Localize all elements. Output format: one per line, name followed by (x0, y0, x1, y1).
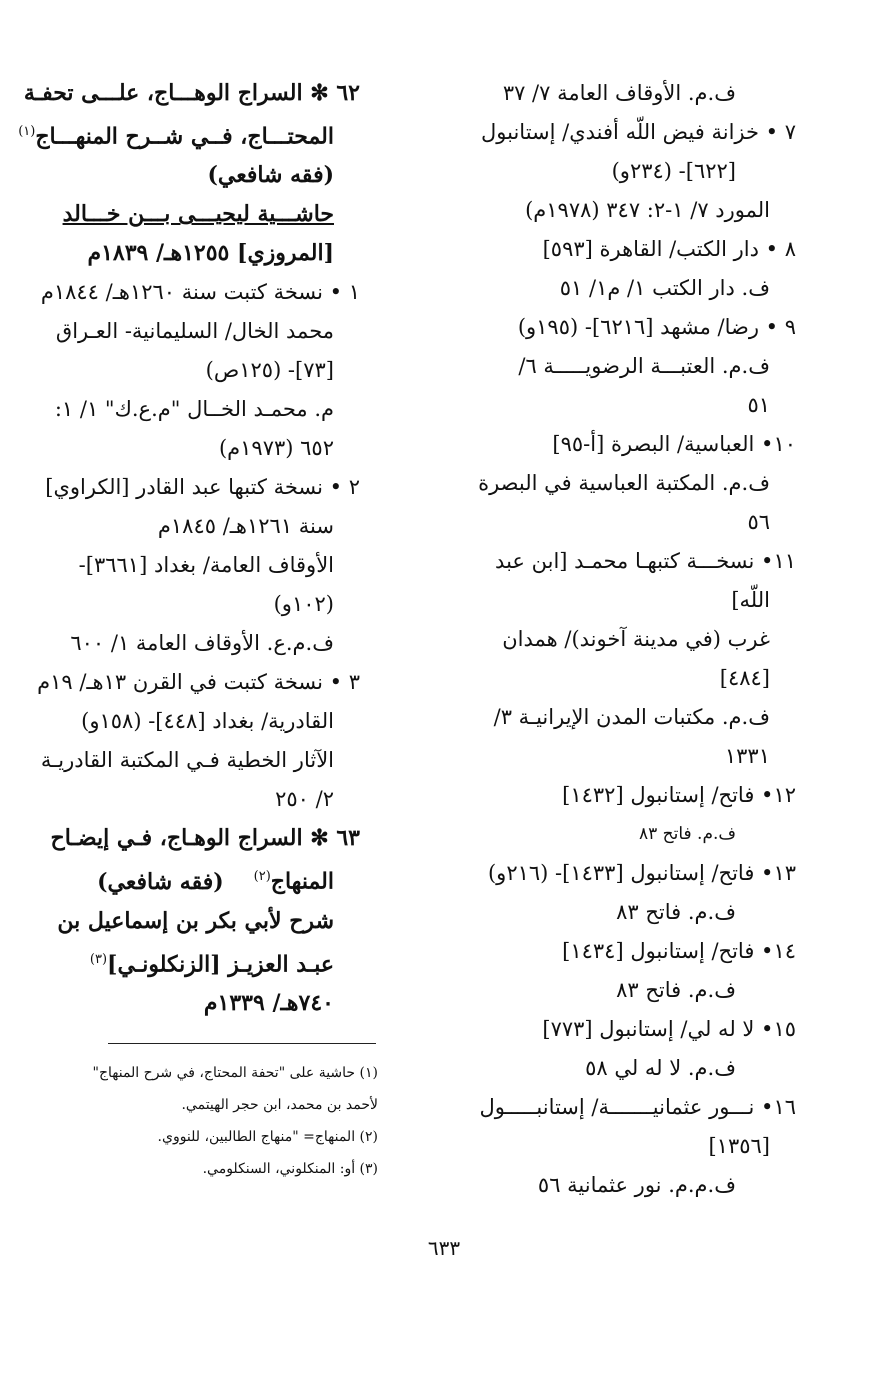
line-text: ف.م.ع. الأوقاف العامة ١/ ٦٠٠ (70, 631, 334, 656)
line-text: [المروزي] ١٢٥٥هـ/ ١٨٣٩م (87, 240, 334, 267)
line-text: [٦٢٢]- (٢٣٤و) (611, 159, 736, 183)
manuscript-line (460, 1131, 796, 1161)
entry-line (70, 628, 360, 658)
right-column (460, 78, 796, 1209)
manuscript-line (460, 1170, 796, 1200)
line-text: حاشـــية ليحيـــى بـــن خـــالد (62, 201, 334, 228)
line-text: ١٣• فاتح/ إستانبول [١٤٣٣]- (٢١٦و) (487, 861, 796, 885)
line-text: ٧٤٠هـ/ ١٣٣٩م (203, 989, 334, 1016)
entry-line (78, 706, 360, 736)
line-text: ١٢• فاتح/ إستانبول [١٤٣٢] (562, 783, 796, 807)
line-text: سنة ١٢٦١هـ/ ١٨٤٥م (157, 514, 334, 539)
line-text: ف.م. المكتبة العباسية في البصرة (478, 471, 770, 495)
entry-line (78, 355, 360, 385)
line-text: ١ • نسخة كتبت سنة ١٢٦٠هـ/ ١٨٤٤م (40, 280, 360, 305)
manuscript-line (460, 390, 796, 420)
entry-line (78, 589, 360, 619)
line-text: المورد ٧/ ١-٢: ٣٤٧ (١٩٧٨م) (525, 198, 770, 222)
manuscript-line (460, 117, 796, 147)
entry-line (37, 667, 360, 697)
footnote-rule (108, 1043, 376, 1044)
footnote-marker: (١) (18, 124, 36, 139)
line-text: اللّه] (731, 588, 770, 612)
footnote-line: (١) حاشية على "تحفة المحتاج، في شرح المنهاج" (92, 1065, 378, 1081)
entry-line (78, 238, 360, 268)
entry-line (50, 823, 360, 853)
line-text: ٥٦ (747, 510, 770, 534)
entry-line (78, 784, 360, 814)
line-text: محمد الخال/ السليمانية- العـراق (55, 319, 334, 344)
line-text: ف.م.م. نور عثمانية ٥٦ (537, 1173, 736, 1197)
line-text: ف. دار الكتب ١/ م١/ ٥١ (559, 276, 770, 300)
line-text: ٧ • خزانة فيض اللّه أفندي/ إستانبول (481, 120, 796, 144)
entry-line (40, 745, 360, 775)
footnote-marker: (٣) (89, 951, 108, 967)
line-text: ف.م. لا له لي ٥٨ (585, 1056, 736, 1080)
line-text: الآثار الخطية فـي المكتبة القادريـة (40, 748, 334, 773)
line-text: عبـد العزيـز [الزنكلونـي] (107, 950, 334, 977)
manuscript-line (460, 429, 796, 459)
line-text: [١٣٥٦] (708, 1134, 770, 1158)
footnote-line: لأحمد بن محمد، ابن حجر الهيتمي. (181, 1097, 378, 1113)
entry-line (23, 78, 360, 108)
line-text: ٦٢ ✻ السراج الوهـــاج، علـــى تحفـة (23, 80, 360, 106)
line-text: ١٣٣١ (724, 744, 770, 768)
line-text: [٧٣]- (١٢٥ص) (205, 358, 334, 383)
line-text: غرب (في مدينة آخوند)/ همدان (502, 627, 770, 651)
line-text: ١٠• العباسية/ البصرة [أ-٩٥] (552, 432, 796, 456)
line-text: ٣ • نسخة كتبت في القرن ١٣هـ/ ١٩م (37, 670, 360, 695)
line-text: ٢/ ٢٥٠ (275, 787, 334, 812)
page-number: ٦٣٣ (427, 1236, 461, 1260)
manuscript-line (460, 468, 796, 498)
manuscript-line (460, 195, 796, 225)
line-text: ١٦• نـــور عثمانيـــــــة/ إستانبـــــول (479, 1095, 796, 1119)
line-text: المنهاج (270, 868, 334, 895)
line-text: (١٠٢و) (273, 592, 334, 617)
line-text: ف.م. العتبـــة الرضويـــــة ٦/ (518, 354, 770, 378)
line-text: ف.م. فاتح ٨٣ (638, 824, 736, 844)
manuscript-line (460, 702, 796, 732)
footnote-marker: (٢) (253, 869, 271, 885)
entry-line (18, 117, 360, 151)
manuscript-line (460, 585, 796, 615)
manuscript-line (460, 936, 796, 966)
line-text: ٥١ (747, 393, 770, 417)
line-text: ١٥• لا له لي/ إستانبول [٧٧٣] (542, 1017, 796, 1041)
manuscript-line (460, 897, 796, 927)
line-text: م. محمـد الخــال "م.ع.ك" ١/ ١: (54, 397, 334, 422)
manuscript-line (460, 663, 796, 693)
left-column (18, 78, 360, 1027)
entry-line (78, 988, 360, 1018)
manuscript-line (460, 273, 796, 303)
line-text: ١١• نسخـــة كتبهـا محمـد [ابن عبد (495, 549, 796, 573)
manuscript-line (460, 741, 796, 771)
manuscript-line (460, 780, 796, 810)
line-text: ٩ • رضا/ مشهد [٦٢١٦]- (١٩٥و) (517, 315, 796, 339)
line-text: (فقه شافعي) (207, 162, 334, 189)
manuscript-line (460, 858, 796, 888)
line-text: ١٤• فاتح/ إستانبول [١٤٣٤] (562, 939, 796, 963)
entry-line (55, 316, 360, 346)
entry-line (78, 550, 360, 580)
manuscript-line (460, 624, 796, 654)
line-text: ف.م. فاتح ٨٣ (616, 900, 736, 924)
entry-line (54, 394, 360, 424)
line-text: شرح لأبي بكر بن إسماعيل بن (57, 907, 334, 934)
line-text: القادرية/ بغداد [٤٤٨]- (١٥٨و) (81, 709, 334, 734)
footnote-line: (٢) المنهاج= "منهاج الطالبين، للنووي. (157, 1129, 378, 1145)
manuscript-line (460, 819, 796, 849)
entry-line (57, 906, 360, 936)
manuscript-line (460, 351, 796, 381)
manuscript-line (460, 1092, 796, 1122)
line-text: ف.م. مكتبات المدن الإيرانيـة ٣/ (493, 705, 770, 729)
entry-line (78, 433, 360, 463)
entry-line (78, 945, 360, 979)
line-text: المحتـــاج، فــي شــرح المنهـــاج (35, 123, 334, 150)
entry-line (45, 472, 360, 502)
line-text: ٨ • دار الكتب/ القاهرة [٥٩٣] (542, 237, 796, 261)
manuscript-line (460, 1014, 796, 1044)
entry-line (40, 277, 360, 307)
manuscript-line (460, 1053, 796, 1083)
entry-line (78, 160, 360, 190)
footnotes (48, 1062, 378, 1190)
manuscript-line (460, 78, 796, 108)
footnote-line: (٣) أو: المنكلوني، السنكلومي. (202, 1161, 378, 1177)
manuscript-line (460, 507, 796, 537)
entry-line (78, 862, 360, 896)
manuscript-line (460, 156, 796, 186)
line-text: ف.م. فاتح ٨٣ (616, 978, 736, 1002)
line-text: ٦٣ ✻ السراج الوهـاج، فـي إيضـاح (50, 825, 360, 852)
manuscript-line (460, 975, 796, 1005)
entry-line (78, 511, 360, 541)
line-text: ف.م. الأوقاف العامة ٧/ ٣٧ (502, 81, 736, 105)
line-text: [٤٨٤] (719, 666, 770, 690)
line-text: ٢ • نسخة كتبها عبد القادر [الكراوي] (45, 475, 360, 500)
line-text: ٦٥٢ (١٩٧٣م) (218, 436, 334, 461)
line-text: الأوقاف العامة/ بغداد [٣٦٦١]- (78, 553, 334, 578)
manuscript-line (460, 234, 796, 264)
manuscript-line (460, 312, 796, 342)
manuscript-line (460, 546, 796, 576)
line-suffix: (فقه شافعي) (97, 868, 224, 895)
entry-line (62, 199, 360, 229)
